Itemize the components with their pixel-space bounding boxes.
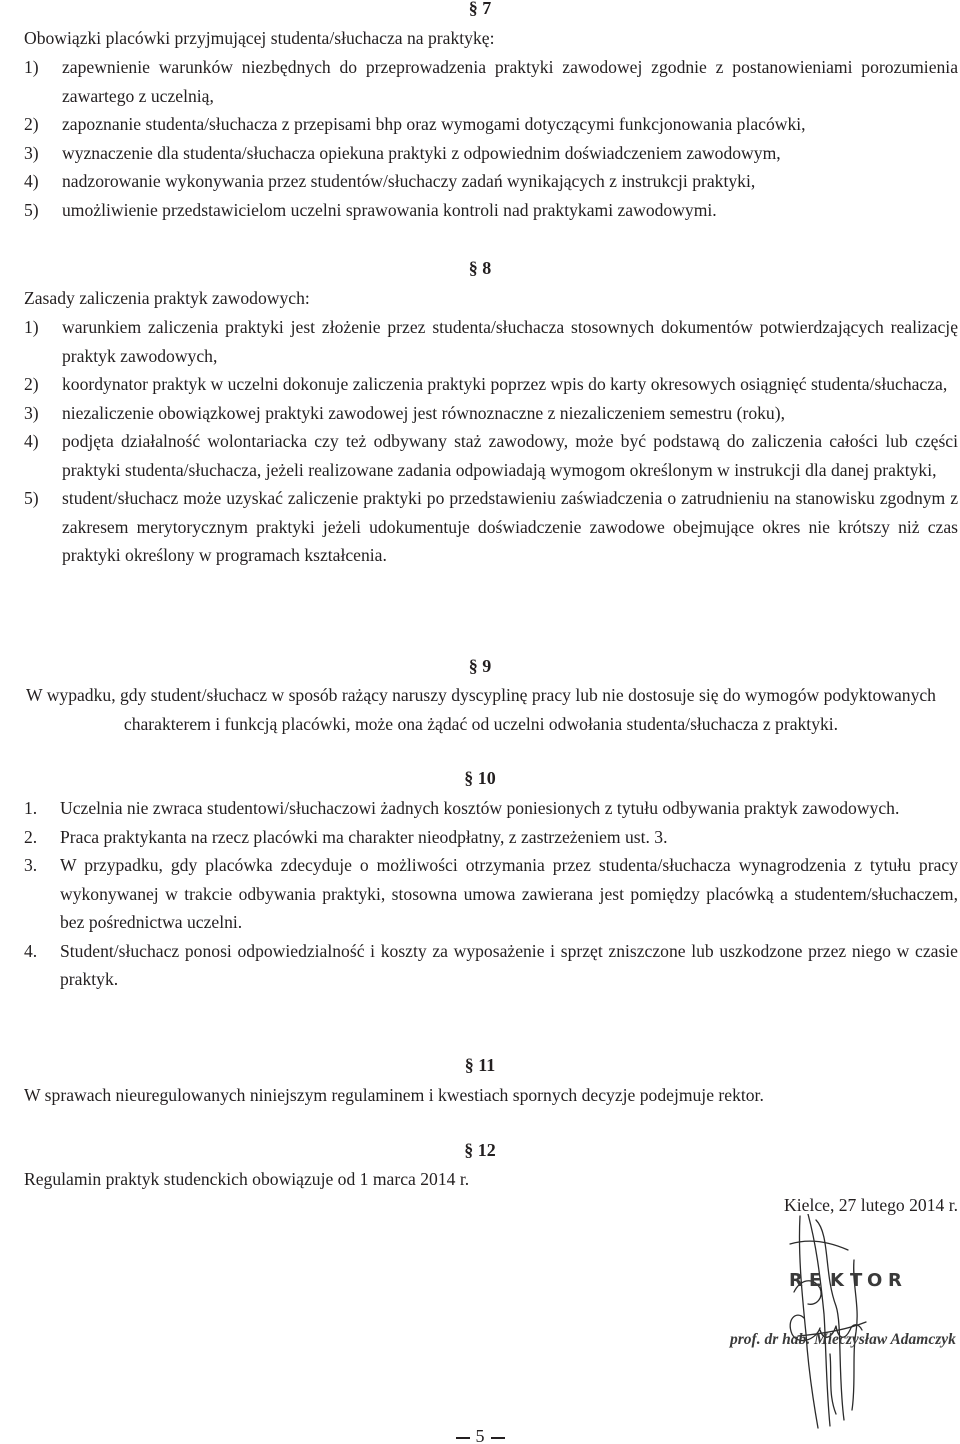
section-12-text: Regulamin praktyk studenckich obowiązuje od 1 marca 2014 r. [24, 1169, 470, 1189]
list-item-text: zapewnienie warunków niezbędnych do przeprowadzenia praktyki zawodowej zgodnie z postanowieniami porozumienia zawartego z uczelnią, [62, 57, 958, 106]
list-item-number: 2. [24, 826, 38, 847]
section-9-text: W wypadku, gdy student/słuchacz w sposób rażący naruszy dyscyplinę pracy lub nie dostosuje się do wymogów podyktowanych charakterem i funkcją placówki, może ona żądać od uczelni odwołania studenta/słuchacza z praktyki. [26, 685, 936, 734]
list-item-number: 2) [24, 374, 39, 394]
list-item-text: Praca praktykanta na rzecz placówki ma charakter nieodpłatny, z zastrzeżeniem ust. 3. [60, 826, 668, 847]
stamp-letter: O [867, 1270, 883, 1291]
list-item-number: 1) [24, 317, 39, 337]
list-item-text: Student/słuchacz ponosi odpowiedzialność i koszty za wyposażenie i sprzęt zniszczone lub uszkodzone przez niego w czasie praktyk. [60, 940, 958, 989]
dash-left [456, 1437, 470, 1439]
list-item-text: zapoznanie studenta/słuchacza z przepisami bhp oraz wymogami dotyczącymi funkcjonowania placówki, [62, 114, 806, 134]
section-11-heading: § 11 [464, 1055, 496, 1075]
list-item-text: wyznaczenie dla studenta/słuchacza opiekuna praktyki z odpowiednim doświadczeniem zawodowym, [62, 142, 781, 163]
list-item-number: 3. [24, 855, 38, 875]
place-and-date: Kielce, 27 lutego 2014 r. [784, 1195, 958, 1215]
section-12-heading: § 12 [464, 1140, 496, 1160]
section-10-heading: § 10 [464, 768, 496, 788]
list-item-text: niezaliczenie obowiązkowej praktyki zawodowej jest równoznaczne z niezaliczeniem semestru (roku), [62, 402, 785, 423]
page-number-value: 5 [475, 1426, 485, 1444]
section-7-list [24, 53, 958, 224]
stamp-name: prof. dr hab. Mieczysław Adamczyk [730, 1331, 956, 1348]
section-8-intro: Zasady zaliczenia praktyk zawodowych: [24, 288, 310, 308]
list-item [24, 53, 958, 110]
list-item-number: 5) [24, 488, 39, 508]
list-item [24, 110, 958, 139]
list-item-number: 4. [24, 940, 38, 961]
section-7-intro: Obowiązki placówki przyjmującej studenta/słuchacza na praktykę: [24, 28, 495, 48]
list-item-text: W przypadku, gdy placówka zdecyduje o możliwości otrzymania przez studenta/słuchacza wynagrodzenia z tytułu pracy wykonywanej w trakcie odbywania praktyki, stosowna umowa zawierana jest pomiędzy placówką a studentem/słuchaczem, bez pośrednictwa uczelni. [60, 855, 958, 932]
list-item-text: umożliwienie przedstawicielom uczelni sprawowania kontroli nad praktykami zawodowymi. [62, 199, 717, 220]
list-item-text: warunkiem zaliczenia praktyki jest złożenie przez studenta/słuchacza stosownych dokumentów potwierdzających realizację praktyk zawodowych, [62, 317, 958, 366]
list-item-number: 1) [24, 57, 39, 77]
list-item [24, 937, 958, 994]
section-11-text: W sprawach nieuregulowanych niniejszym regulaminem i kwestiach spornych decyzje podejmuje rektor. [24, 1085, 764, 1105]
section-8-list [24, 313, 958, 570]
list-item-text: Uczelnia nie zwraca studentowi/słuchaczowi żadnych kosztów poniesionych z tytułu odbywania praktyk zawodowych. [60, 798, 900, 818]
list-item-number: 5) [24, 199, 39, 220]
list-item-text: nadzorowanie wykonywania przez studentów/słuchaczy zadań wynikających z instrukcji praktyki, [62, 171, 756, 191]
list-item-text: podjęta działalność wolontariacka czy też odbywany staż zawodowy, może być podstawą do zaliczenia całości lub części praktyki studenta/słuchacza, jeżeli realizowane zadania odpowiadają wymogom określonym w instrukcji dla danej praktyki, [62, 431, 958, 480]
section-8-heading: § 8 [468, 258, 492, 278]
list-item-number: 3) [24, 402, 39, 423]
stamp-letter: K [830, 1270, 844, 1291]
section-7-heading: § 7 [468, 0, 492, 18]
dash-right [491, 1437, 505, 1439]
section-9-heading: § 9 [468, 656, 492, 676]
stamp-letter: E [809, 1270, 822, 1291]
list-item [24, 484, 958, 570]
list-item [24, 851, 958, 937]
list-item [24, 167, 958, 196]
list-item-number: 1. [24, 798, 38, 818]
list-item [24, 794, 958, 823]
list-item [24, 313, 958, 370]
list-item-number: 3) [24, 142, 39, 163]
list-item [24, 370, 958, 399]
list-item-text: student/słuchacz może uzyskać zaliczenie praktyki po przedstawieniu zaświadczenia o zatrudnieniu na stanowisku zgodnym z zakresem merytorycznym praktyki jeżeli udokumentuje doświadczenie zawodowe obejmujące okres nie krótszy niż czas praktyki określony w programach kształcenia. [62, 488, 958, 565]
list-item [24, 427, 958, 484]
list-item [24, 823, 958, 852]
list-item [24, 399, 958, 428]
signature-image [720, 1214, 960, 1432]
list-item-number: 2) [24, 114, 39, 134]
list-item [24, 139, 958, 168]
list-item [24, 196, 958, 225]
list-item-number: 4) [24, 431, 39, 451]
stamp-letter: R [789, 1270, 803, 1291]
stamp-letter: T [850, 1270, 863, 1291]
page-number [0, 1425, 960, 1444]
section-10-list [24, 794, 958, 994]
list-item-number: 4) [24, 171, 39, 191]
stamp-letter: R [888, 1270, 902, 1291]
list-item-text: koordynator praktyk w uczelni dokonuje zaliczenia praktyki poprzez wpis do karty okresowych osiągnięć studenta/słuchacza, [62, 374, 948, 394]
